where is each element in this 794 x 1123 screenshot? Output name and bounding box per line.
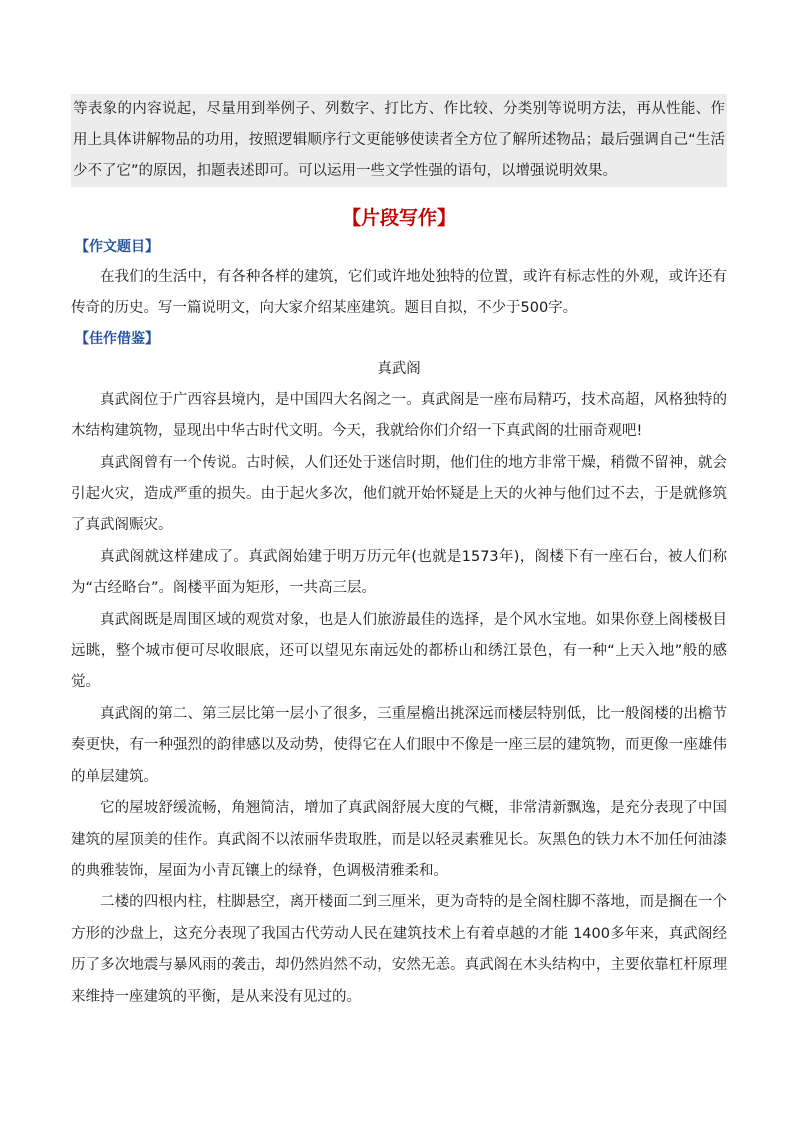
essay-paragraph: 真武阁既是周围区域的观赏对象，也是人们旅游最佳的选择，是个风水宝地。如果你登上阁楼极目远眺，整个城市便可尽收眼底，还可以望见东南远处的都桥山和绣江景色，有一种“上天入地”般的感觉。 (71, 611, 727, 691)
document-page (71, 94, 727, 1013)
topic-text: 在我们的生活中，有各种各样的建筑，它们或许地处独特的位置，或许有标志性的外观，或许还有传奇的历史。写一篇说明文，向大家介绍某座建筑。题目自拟，不少于500字。 (71, 269, 727, 317)
essay-title: 真武阁 (377, 360, 421, 377)
sample-label: 【佳作借鉴】 (75, 330, 159, 347)
essay-paragraph: 真武阁曾有一个传说。古时候，人们还处于迷信时期，他们住的地方非常干燥，稍微不留神，就会引起火灾，造成严重的损失。由于起火多次，他们就开始怀疑是上天的火神与他们过不去，于是就修筑了真武阁赈灾。 (71, 454, 727, 534)
essay-paragraph: 真武阁位于广西容县境内，是中国四大名阁之一。真武阁是一座布局精巧，技术高超，风格独特的木结构建筑物，显现出中华古时代文明。今天，我就给你们介绍一下真武阁的壮丽奇观吧! (71, 391, 727, 440)
topic-label: 【作文题目】 (75, 239, 159, 255)
essay-paragraph: 二楼的四根内柱，柱脚悬空，离开楼面二到三厘米，更为奇特的是全阁柱脚不落地，而是搁在一个方形的沙盘上，这充分表现了我国古代劳动人民在建筑技术上有着卓越的才能 1400多年来，真武阁经历了多次地震与暴风雨的袭击，却仍然岿然不动，安然无恙。真武阁在木头结构中，主要依靠杠杆原理来维持一座建筑的平衡，是从来没有见过的。 (71, 894, 727, 1005)
section-title: 【片段写作】 (341, 207, 456, 229)
essay-paragraph: 真武阁的第二、第三层比第一层小了很多，三重屋檐出挑深远而楼层特别低，比一般阁楼的出檐节奏更快，有一种强烈的韵律感以及动势，使得它在人们眼中不像是一座三层的建筑物，而更像一座雄伟的单层建筑。 (71, 705, 727, 785)
intro-paragraph: 等表象的内容说起，尽量用到举例子、列数字、打比方、作比较、分类别等说明方法，再从性能、作用上具体讲解物品的功用，按照逻辑顺序行文更能够使读者全方位了解所述物品；最后强调自己“生活少不了它”的原因，扣题表述即可。可以运用一些文学性强的语句，以增强说明效果。 (71, 94, 727, 187)
essay-paragraph: 它的屋坡舒缓流畅，角翘简洁，增加了真武阁舒展大度的气概，非常清新飘逸，是充分表现了中国建筑的屋顶美的佳作。真武阁不以浓丽华贵取胜，而是以轻灵素雅见长。灰黑色的铁力木不加任何油漆的典雅装饰，屋面为小青瓦镶上的绿脊，色调极清雅柔和。 (71, 800, 727, 879)
essay-paragraph: 真武阁就这样建成了。真武阁始建于明万历元年(也就是1573年)，阁楼下有一座石台，被人们称为“古经略台”。阁楼平面为矩形，一共高三层。 (71, 548, 727, 597)
